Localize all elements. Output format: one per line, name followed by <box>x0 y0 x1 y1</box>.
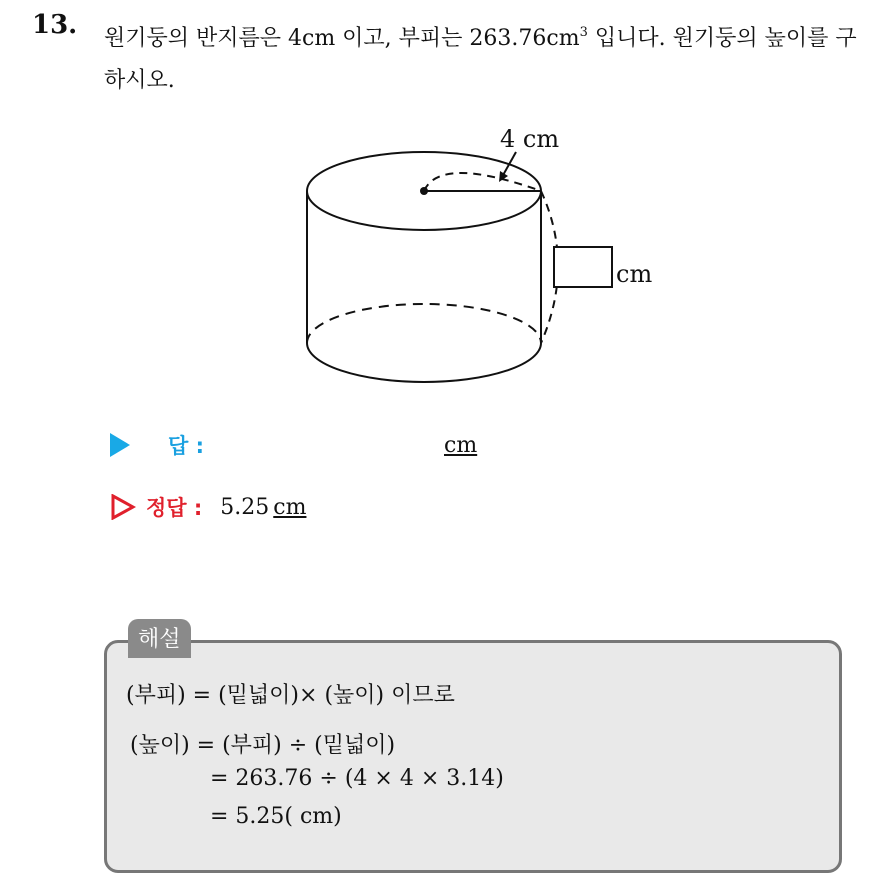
correct-value: 5.25 <box>220 494 270 520</box>
radius-arc <box>424 173 541 191</box>
question-text-part2: 입니다. 원기둥의 높이를 구하시오. <box>104 26 857 93</box>
outline-arrow-icon <box>110 494 136 520</box>
explanation-line-3: = 263.76 ÷ (4 × 4 × 3.14) <box>210 766 504 791</box>
correct-answer-row <box>110 492 306 522</box>
height-unit-label: cm <box>616 260 653 288</box>
cubic-superscript: 3 <box>579 25 588 40</box>
answer-row <box>110 430 477 460</box>
correct-unit: cm <box>273 494 307 520</box>
cylinder-figure <box>290 115 680 395</box>
cylinder-bottom-front <box>307 343 541 382</box>
answer-unit: cm <box>444 432 478 458</box>
question-text <box>104 12 864 102</box>
question-number: 13. <box>32 10 78 40</box>
explanation-line-2: (높이) = (부피) ÷ (밑넓이) <box>130 733 396 758</box>
answer-label: 답 : <box>168 434 204 458</box>
correct-label: 정답 : <box>146 496 203 520</box>
play-arrow-icon <box>110 433 130 457</box>
question-text-part1: 원기둥의 반지름은 4cm 이고, 부피는 263.76cm <box>104 26 580 51</box>
radius-label: 4 cm <box>500 125 560 153</box>
label-pointer <box>502 152 516 177</box>
explanation-title: 해설 <box>128 619 191 658</box>
explanation-line-1: (부피) = (밑넓이)× (높이) 이므로 <box>126 683 455 708</box>
height-answer-box <box>554 247 612 287</box>
center-dot <box>420 187 428 195</box>
cylinder-bottom-back <box>307 304 541 343</box>
explanation-line-4: = 5.25( cm) <box>210 804 342 829</box>
